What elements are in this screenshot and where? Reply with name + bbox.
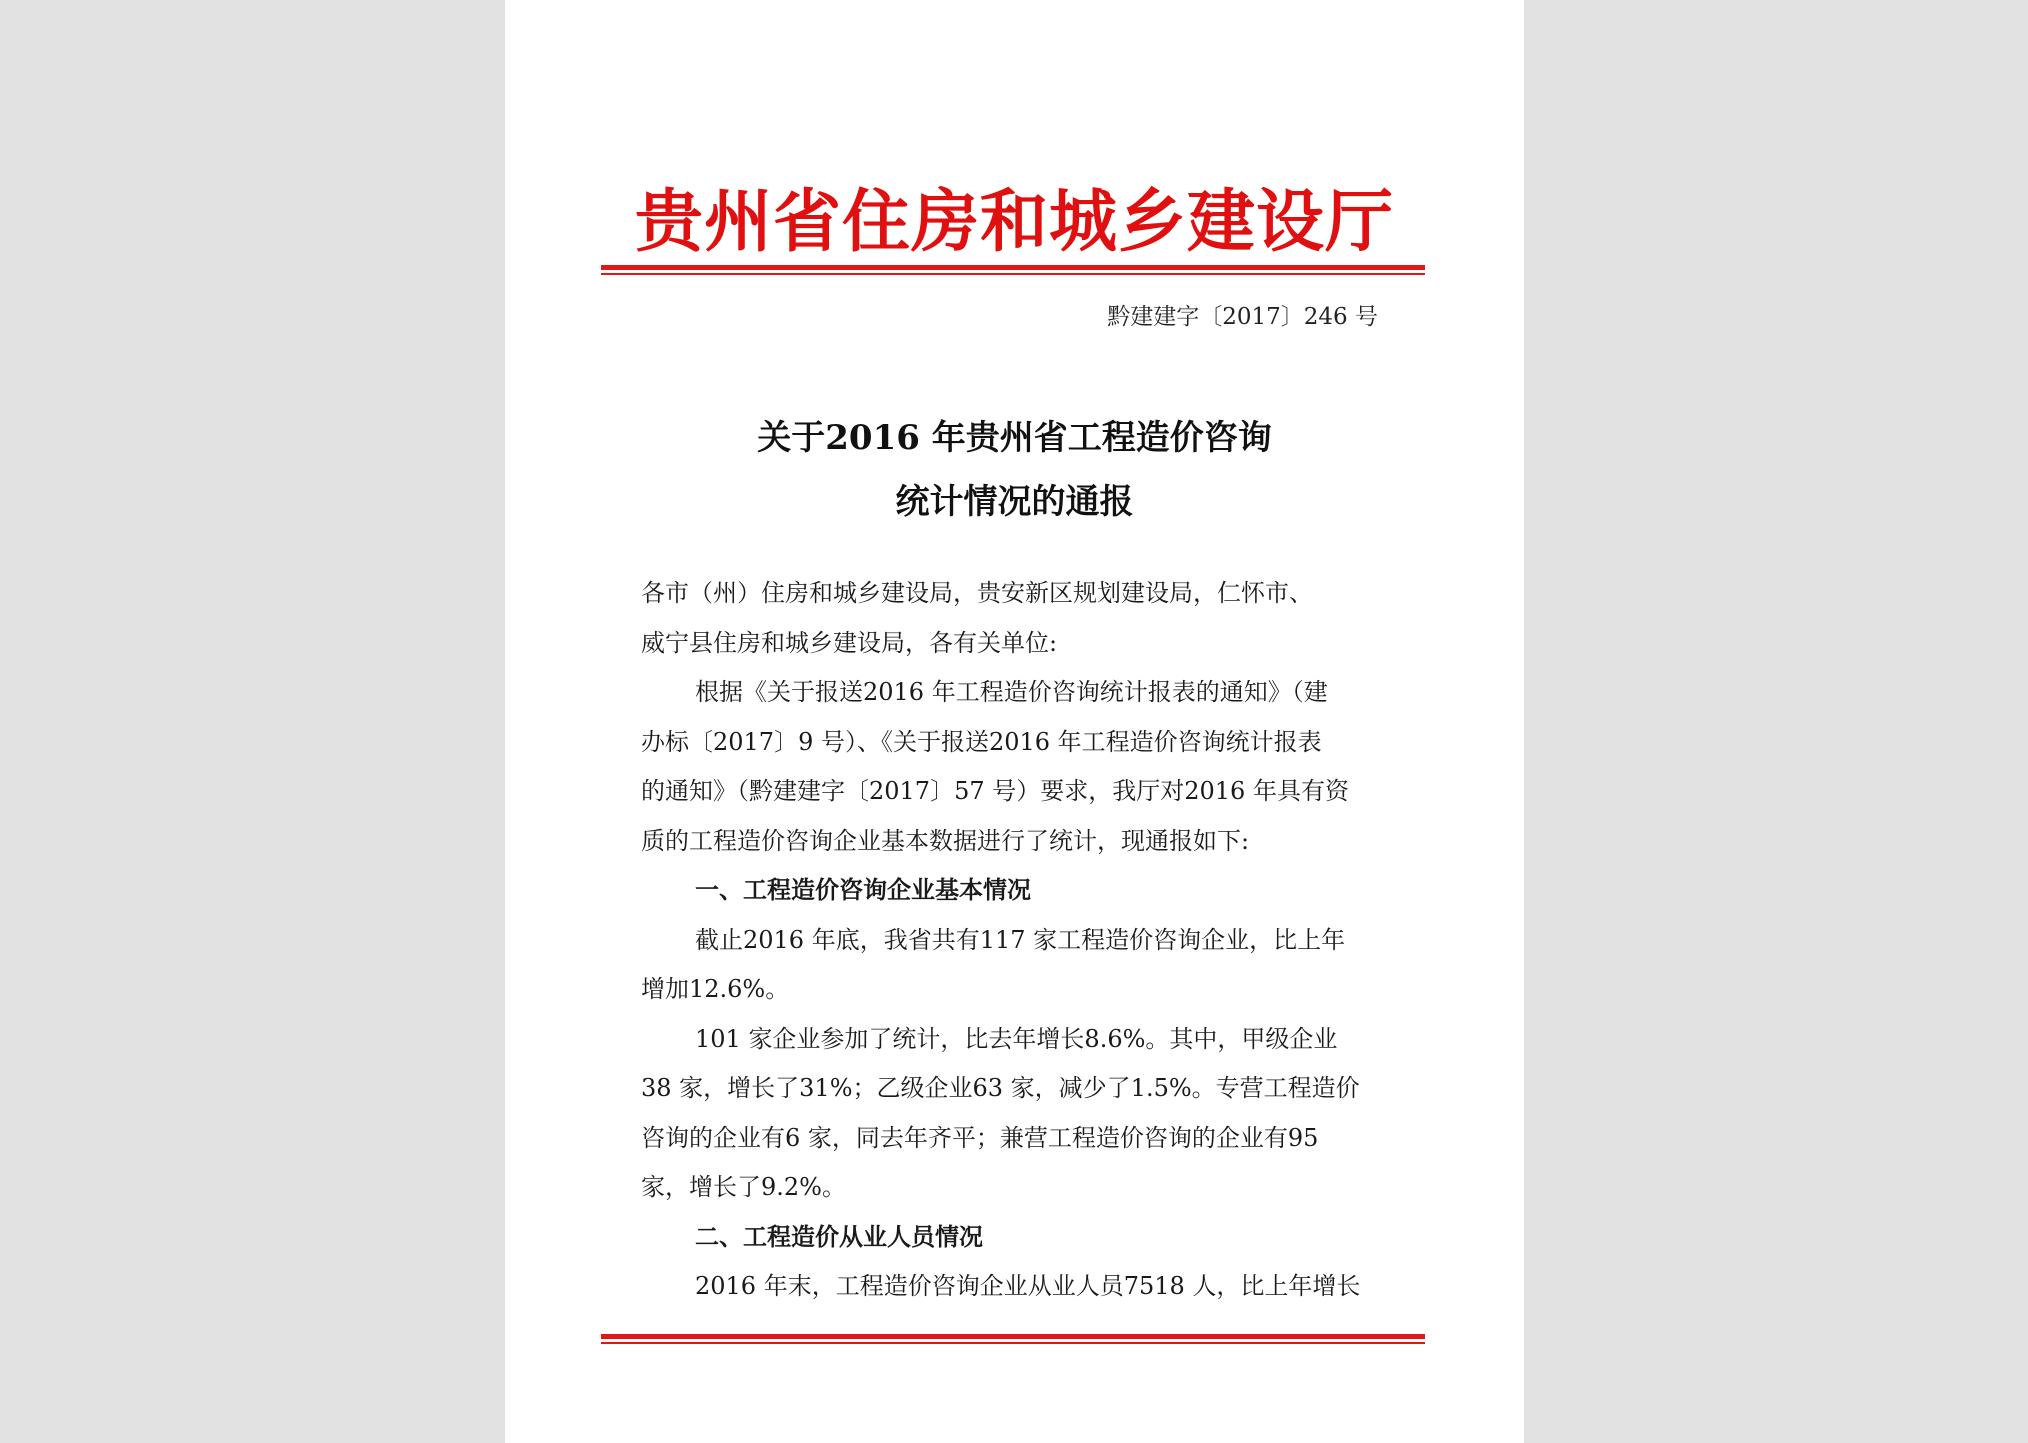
body-line-6: 质的工程造价咨询企业基本数据进行了统计，现通报如下: — [641, 826, 1250, 855]
body-line-addressees-2: 威宁县住房和城乡建设局，各有关单位: — [641, 628, 1058, 657]
body-line-13: 家，增长了9.2%。 — [641, 1173, 846, 1201]
body-line-15: 2016 年末，工程造价咨询企业从业人员7518 人，比上年增长 — [695, 1272, 1361, 1300]
body-line-10: 101 家企业参加了统计，比去年增长8.6%。其中，甲级企业 — [695, 1024, 1338, 1053]
document-body — [641, 569, 1401, 1312]
document-number: 黔建建字〔2017〕246 号 — [1107, 304, 1378, 330]
body-line-11: 38 家，增长了31%；乙级企业63 家，减少了1.5%。专营工程造价 — [641, 1074, 1360, 1102]
section-heading-2: 二、工程造价从业人员情况 — [695, 1222, 983, 1251]
document-page — [505, 0, 1524, 1443]
body-line-3: 根据《关于报送2016 年工程造价咨询统计报表的通知》（建 — [695, 678, 1328, 706]
body-line-5: 的通知》（黔建建字〔2017〕57 号）要求，我厅对2016 年具有资 — [641, 777, 1349, 805]
footer-red-rule — [601, 1334, 1425, 1344]
document-title-line-1: 关于2016 年贵州省工程造价咨询 — [757, 418, 1272, 458]
agency-header: 贵州省住房和城乡建设厅 — [634, 182, 1394, 262]
document-title-line-2: 统计情况的通报 — [895, 482, 1134, 522]
section-heading-1: 一、工程造价咨询企业基本情况 — [695, 876, 1031, 904]
body-line-4: 办标〔2017〕9 号）、《关于报送2016 年工程造价咨询统计报表 — [641, 727, 1322, 756]
header-red-rule — [601, 265, 1425, 275]
body-line-addressees-1: 各市（州）住房和城乡建设局，贵安新区规划建设局，仁怀市、 — [641, 579, 1313, 607]
body-line-8: 截止2016 年底，我省共有117 家工程造价咨询企业，比上年 — [695, 925, 1346, 954]
body-line-12: 咨询的企业有6 家，同去年齐平；兼营工程造价咨询的企业有95 — [641, 1123, 1319, 1152]
body-line-9: 增加12.6%。 — [641, 975, 790, 1003]
